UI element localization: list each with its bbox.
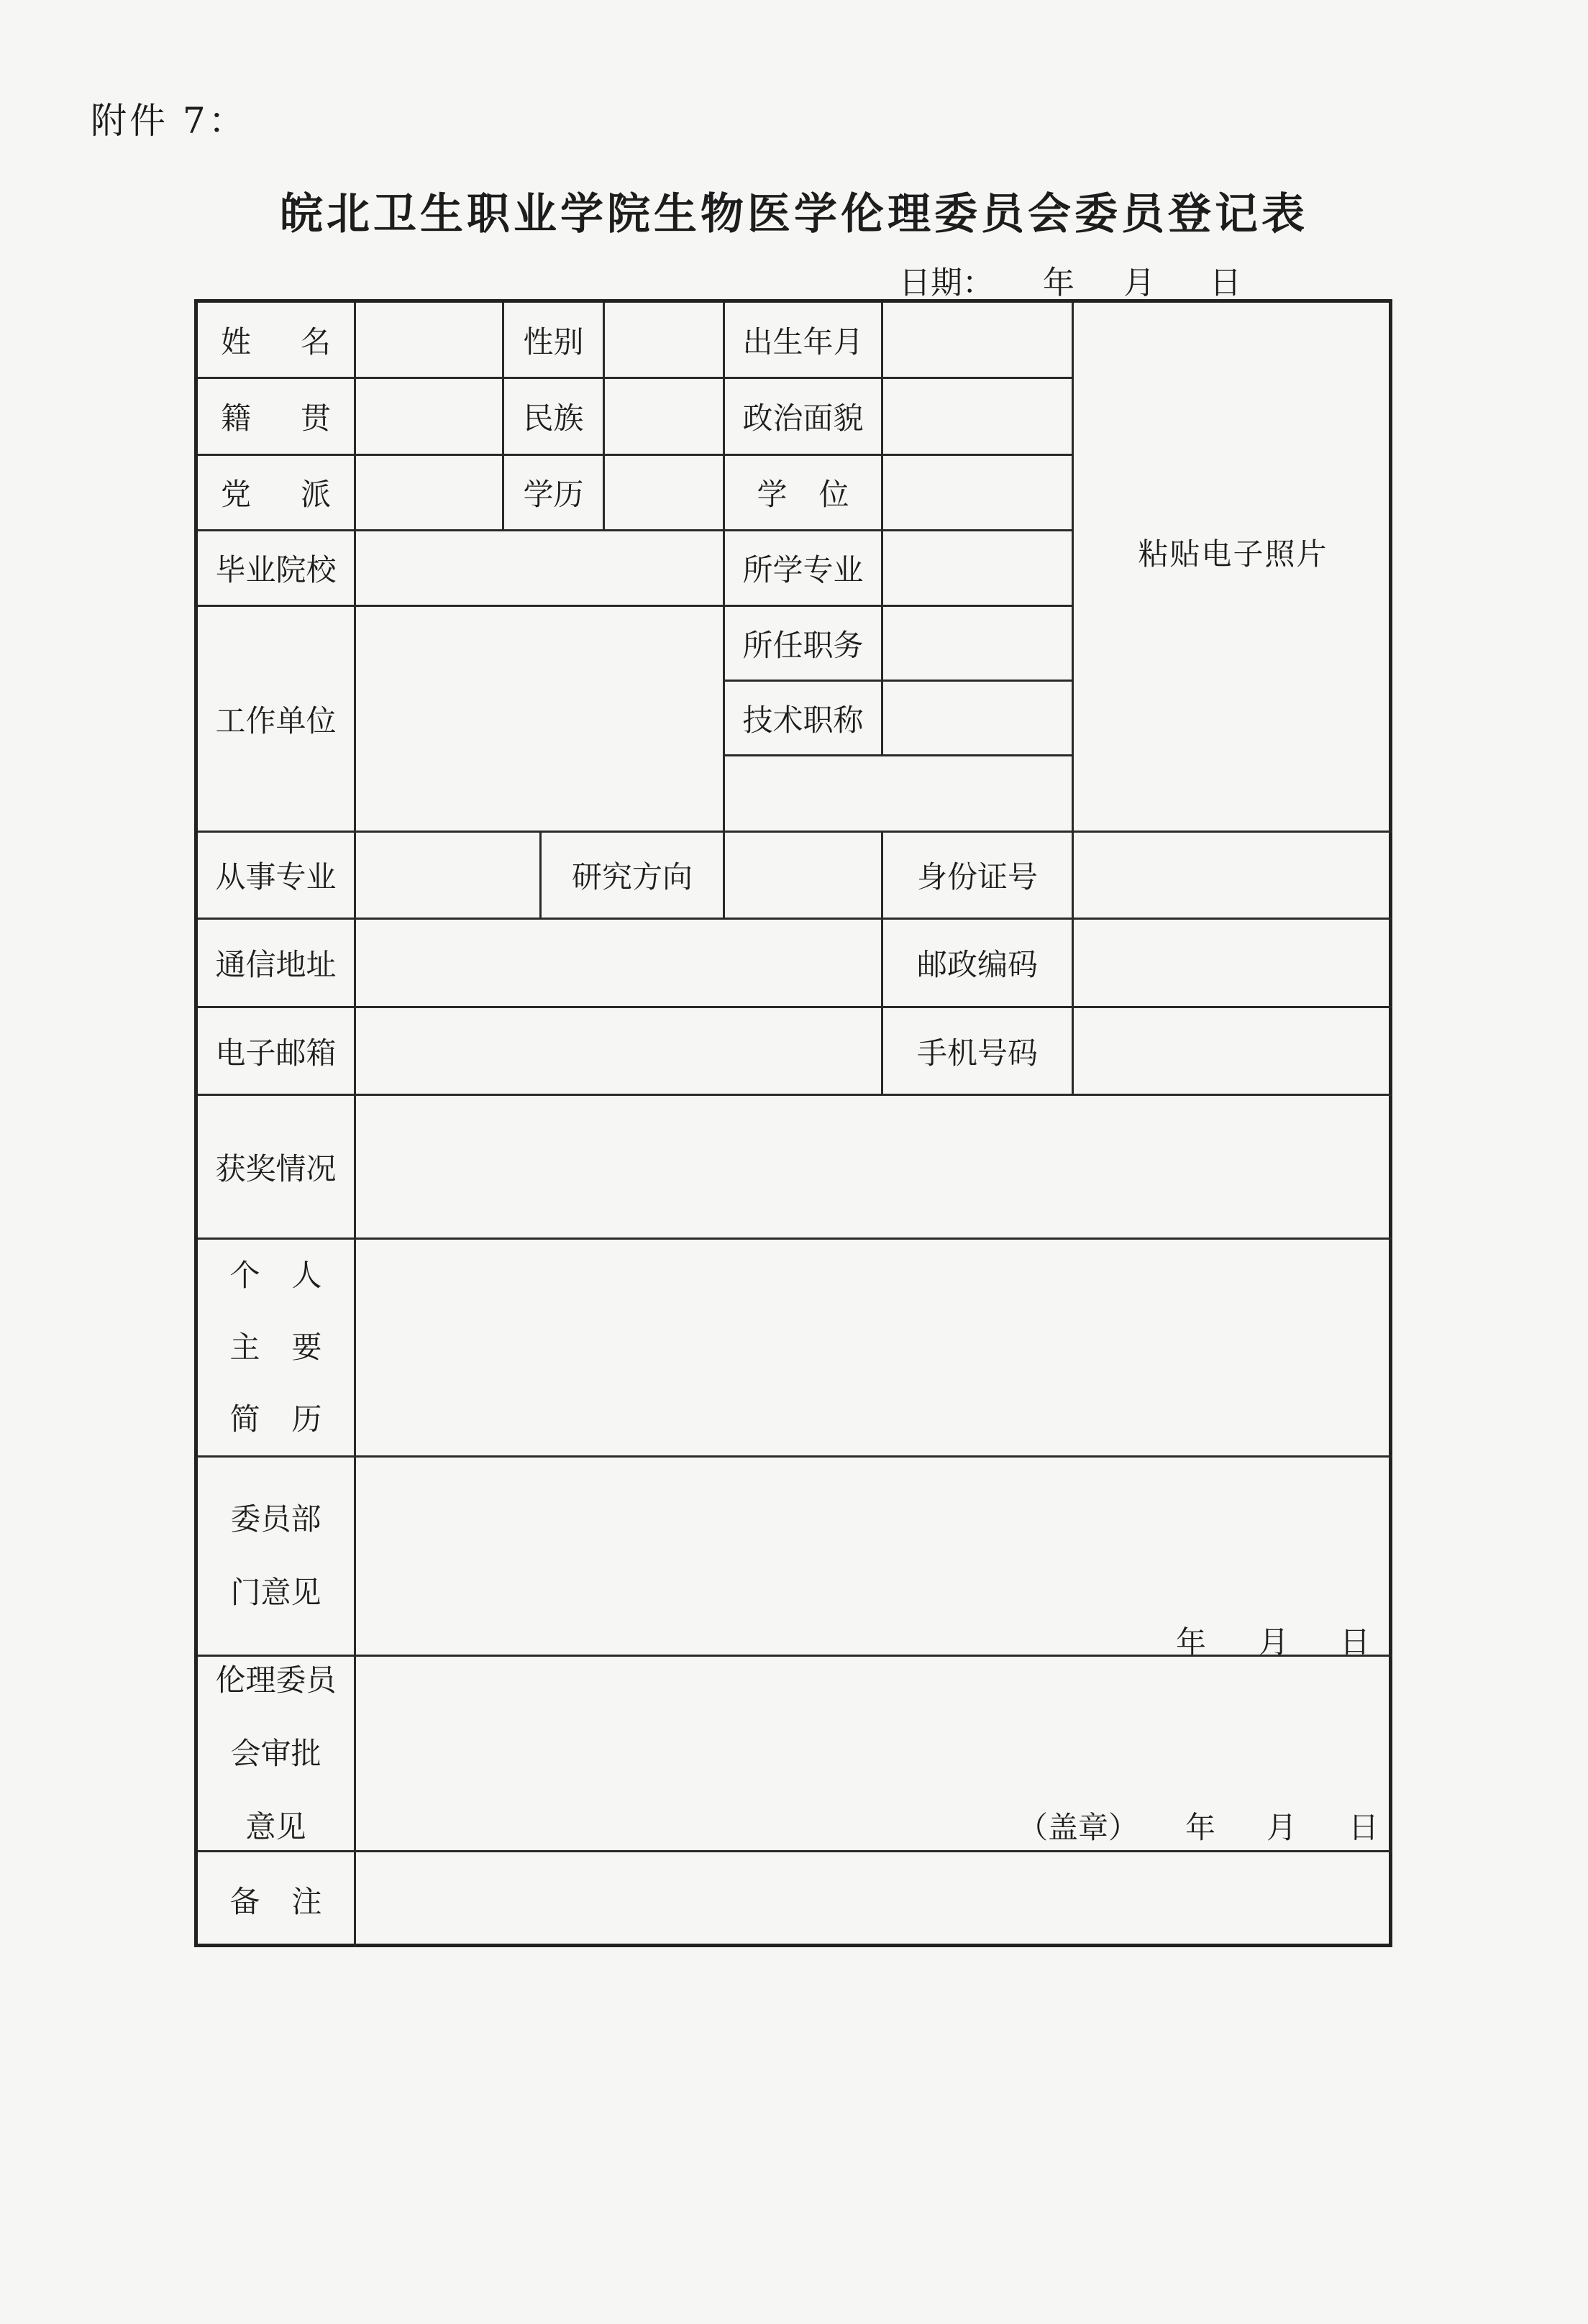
label-char: 籍 [221, 401, 252, 436]
address-label: 通信地址 [215, 947, 337, 982]
label-line: 伦理委员 [215, 1662, 337, 1698]
remark-label [198, 1852, 354, 1947]
school-field[interactable] [356, 531, 723, 605]
dept-opinion-field[interactable] [356, 1458, 1392, 1655]
date-label: 日期： [899, 265, 994, 301]
postcode-field[interactable] [1074, 920, 1392, 1006]
phone-field[interactable] [1074, 1008, 1392, 1094]
degree-label [725, 456, 881, 529]
native-place-field[interactable] [356, 379, 502, 454]
label-line: 委员部 [230, 1501, 321, 1537]
resume-field[interactable] [356, 1240, 1392, 1455]
registration-form [194, 299, 1392, 1947]
label-char: 个 [229, 1258, 260, 1293]
dept-date-month: 月 [1259, 1624, 1290, 1660]
gender-label: 性别 [523, 324, 584, 360]
birth-label: 出生年月 [742, 324, 864, 360]
postcode-label: 邮政编码 [916, 947, 1038, 982]
attachment-label: 附件 7： [91, 100, 247, 142]
address-field[interactable] [356, 920, 881, 1006]
label-char: 名 [300, 324, 331, 360]
committee-stamp: （盖章） [1018, 1810, 1139, 1845]
workplace-extra-field[interactable] [725, 756, 1072, 831]
name-field[interactable] [356, 303, 502, 377]
research-field[interactable] [725, 833, 881, 918]
education-field[interactable] [605, 456, 723, 529]
committee-opinion-field[interactable] [356, 1657, 1392, 1850]
party-field[interactable] [356, 456, 502, 529]
workplace-label: 工作单位 [215, 703, 337, 738]
label-char: 简 [229, 1401, 260, 1437]
label-line: 门意见 [230, 1575, 321, 1610]
research-label: 研究方向 [571, 859, 693, 895]
workplace-field[interactable] [356, 607, 723, 831]
label-char: 人 [291, 1258, 322, 1293]
committee-date-month: 月 [1267, 1810, 1297, 1845]
label-char: 姓 [221, 324, 252, 360]
label-char: 备 [229, 1884, 260, 1919]
dept-date-year: 年 [1176, 1624, 1207, 1660]
school-label: 毕业院校 [215, 552, 337, 587]
phone-label: 手机号码 [916, 1035, 1038, 1071]
major-label: 所学专业 [742, 552, 864, 587]
position-field[interactable] [883, 607, 1072, 680]
resume-label [198, 1240, 354, 1455]
date-day: 日 [1210, 265, 1241, 301]
birth-field[interactable] [883, 303, 1072, 377]
label-char: 贯 [300, 401, 331, 436]
native-place-label [198, 379, 354, 454]
label-char: 历 [291, 1401, 322, 1437]
date-year: 年 [1043, 265, 1074, 301]
degree-field[interactable] [883, 456, 1072, 529]
party-label [198, 456, 354, 529]
id-number-field[interactable] [1074, 833, 1392, 918]
label-char: 位 [818, 477, 849, 512]
profession-label: 从事专业 [215, 859, 337, 895]
label-line: 意见 [245, 1808, 306, 1844]
label-char: 派 [300, 477, 331, 512]
degree-label-pair [757, 471, 849, 514]
awards-field[interactable] [356, 1096, 1392, 1238]
email-field[interactable] [356, 1008, 881, 1094]
committee-opinion-label [198, 1657, 354, 1850]
photo-area[interactable]: 粘贴电子照片 [1138, 536, 1328, 572]
political-status-label: 政治面貌 [742, 401, 864, 436]
label-char: 学 [757, 477, 788, 512]
dept-opinion-label [198, 1458, 354, 1655]
label-char: 党 [221, 477, 252, 512]
position-label: 所任职务 [742, 627, 864, 663]
dept-date-day: 日 [1340, 1624, 1371, 1660]
label-char: 注 [291, 1884, 322, 1919]
awards-label: 获奖情况 [215, 1150, 337, 1186]
committee-date-day: 日 [1349, 1810, 1379, 1845]
email-label: 电子邮箱 [215, 1035, 337, 1071]
title-rank-field[interactable] [883, 682, 1072, 754]
title-rank-label: 技术职称 [742, 702, 864, 738]
label-char: 主 [229, 1330, 260, 1365]
ethnicity-field[interactable] [605, 379, 723, 454]
committee-date-year: 年 [1185, 1810, 1216, 1845]
remark-label-pair [230, 1878, 322, 1921]
label-char: 要 [291, 1330, 322, 1365]
resume-line [230, 1312, 322, 1383]
page-title: 皖北卫生职业学院生物医学伦理委员会委员登记表 [280, 189, 1308, 239]
education-label: 学历 [523, 477, 584, 512]
label-line: 会审批 [230, 1735, 321, 1771]
date-month: 月 [1123, 265, 1155, 301]
ethnicity-label: 民族 [523, 401, 584, 436]
gender-field[interactable] [605, 303, 723, 377]
profession-field[interactable] [356, 833, 539, 918]
remark-field[interactable] [356, 1852, 1392, 1947]
id-number-label: 身份证号 [916, 859, 1038, 895]
resume-line [230, 1240, 322, 1312]
name-label [198, 303, 354, 377]
political-status-field[interactable] [883, 379, 1072, 454]
major-field[interactable] [883, 531, 1072, 605]
resume-line [230, 1383, 322, 1455]
